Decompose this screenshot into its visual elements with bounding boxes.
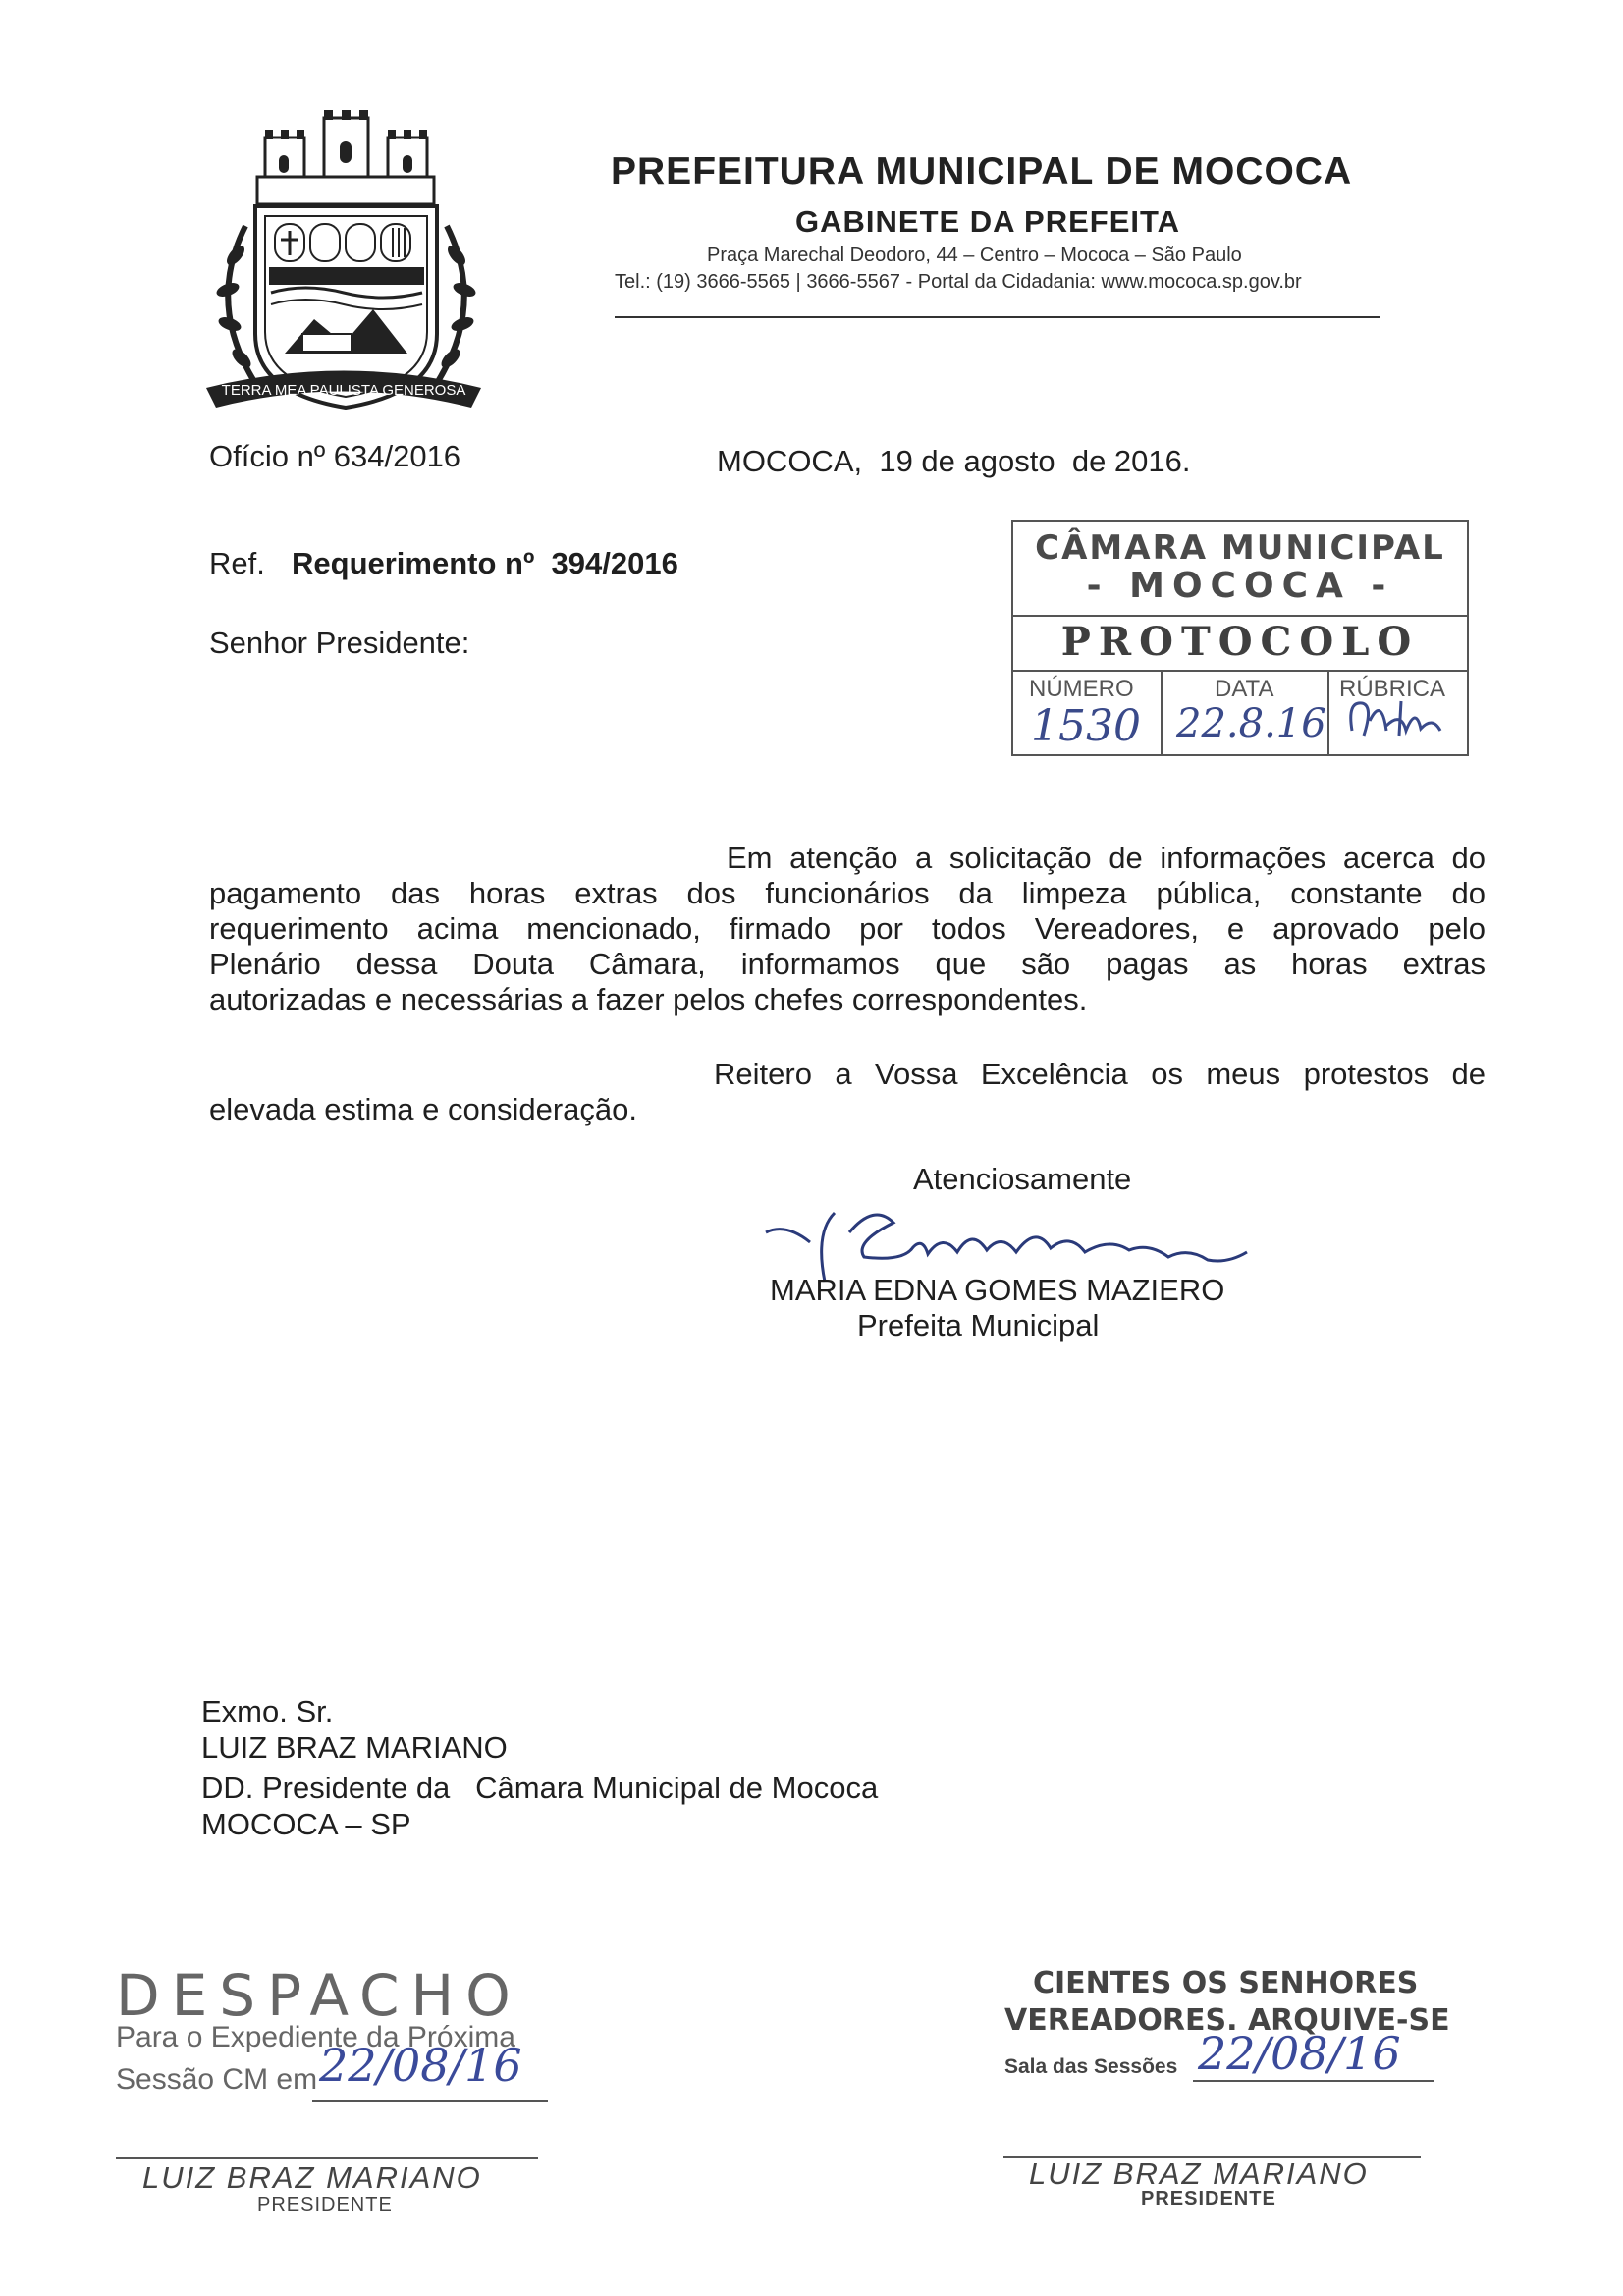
paragraph-line: pagamento das horas extras dos funcionários da limpeza pública, constante do [209, 876, 1486, 910]
body-paragraph-1 [209, 841, 1486, 1017]
signer-name: MARIA EDNA GOMES MAZIERO [770, 1273, 1225, 1307]
paragraph-line: requerimento acima mencionado, firmado por todos Vereadores, e aprovado pelo [209, 911, 1486, 946]
stamp-number-value: 1530 [1031, 701, 1141, 751]
cientes-session-label: Sala das Sessões [1004, 2055, 1178, 2078]
closing: Atenciosamente [913, 1162, 1132, 1196]
paragraph-line: Plenário dessa Douta Câmara, informamos que são pagas as horas extras [209, 947, 1486, 981]
paragraph-line: Reitero a Vossa Excelência os meus protestos de [714, 1057, 1486, 1091]
stamp-number-header: NÚMERO [1029, 676, 1134, 702]
cientes-line-2: VEREADORES. ARQUIVE-SE [1004, 2003, 1450, 2038]
protocol-stamp [1011, 520, 1469, 756]
header-rule [615, 316, 1380, 318]
stamp-divider [1013, 670, 1467, 672]
oficio-number: Ofício nº 634/2016 [209, 439, 461, 473]
paragraph-line: autorizadas e necessárias a fazer pelos chefes correspondentes. [209, 982, 1088, 1016]
stamp-signature-header: RÚBRICA [1339, 676, 1446, 702]
coat-of-arms-emblem [196, 108, 491, 422]
despacho-date-line [312, 2100, 548, 2102]
crest-motto: TERRA MEA PAULISTA GENEROSA [221, 382, 466, 399]
stamp-date-value: 22.8.16 [1176, 701, 1326, 746]
recipient-name: LUIZ BRAZ MARIANO [201, 1730, 508, 1765]
organization-name: PREFEITURA MUNICIPAL DE MOCOCA [611, 150, 1353, 192]
despacho-line-1: Para o Expediente da Próxima [116, 2021, 515, 2053]
contact-line: Tel.: (19) 3666-5565 | 3666-5567 - Portal da Cidadania: www.mococa.sp.gov.br [615, 271, 1302, 293]
stamp-column-divider [1327, 670, 1329, 754]
stamp-divider [1013, 615, 1467, 617]
recipient-salutation: Exmo. Sr. [201, 1694, 334, 1728]
paragraph-line: elevada estima e consideração. [209, 1092, 637, 1126]
stamp-protocol-title: PROTOCOLO [1060, 619, 1420, 665]
recipient-title: DD. Presidente da Câmara Municipal de Mococa [201, 1771, 879, 1805]
paragraph-line: Em atenção a solicitação de informações acerca do [727, 841, 1486, 875]
recipient-city: MOCOCA – SP [201, 1807, 411, 1841]
cientes-president-role: PRESIDENTE [1141, 2188, 1276, 2210]
reference-value: Requerimento nº 394/2016 [292, 546, 678, 580]
salutation: Senhor Presidente: [209, 626, 470, 660]
cientes-line-1: CIENTES OS SENHORES [1033, 1966, 1419, 2000]
stamp-city: - MOCOCA - [1086, 566, 1394, 606]
cientes-date: 22/08/16 [1198, 2027, 1401, 2080]
cientes-president-name: LUIZ BRAZ MARIANO [1029, 2157, 1369, 2191]
address-line: Praça Marechal Deodoro, 44 – Centro – Mococa – São Paulo [707, 245, 1242, 266]
despacho-line-2: Sessão CM em [116, 2063, 318, 2096]
despacho-signature-line [116, 2157, 538, 2159]
despacho-title: DESPACHO [116, 1962, 522, 2029]
despacho-president-name: LUIZ BRAZ MARIANO [142, 2160, 482, 2195]
stamp-column-divider [1161, 670, 1163, 754]
place-date: MOCOCA, 19 de agosto de 2016. [717, 444, 1191, 478]
department-name: GABINETE DA PREFEITA [795, 204, 1181, 239]
despacho-president-role: PRESIDENTE [257, 2194, 393, 2215]
signer-title: Prefeita Municipal [857, 1308, 1100, 1342]
stamp-chamber: CÂMARA MUNICIPAL [1035, 528, 1445, 568]
stamp-rubric-signature [1342, 691, 1455, 750]
body-paragraph-2 [209, 1057, 1486, 1127]
stamp-date-header: DATA [1215, 676, 1274, 702]
despacho-date: 22/08/16 [319, 2039, 522, 2092]
reference-label: Ref. [209, 546, 265, 580]
cientes-date-line [1193, 2080, 1434, 2082]
